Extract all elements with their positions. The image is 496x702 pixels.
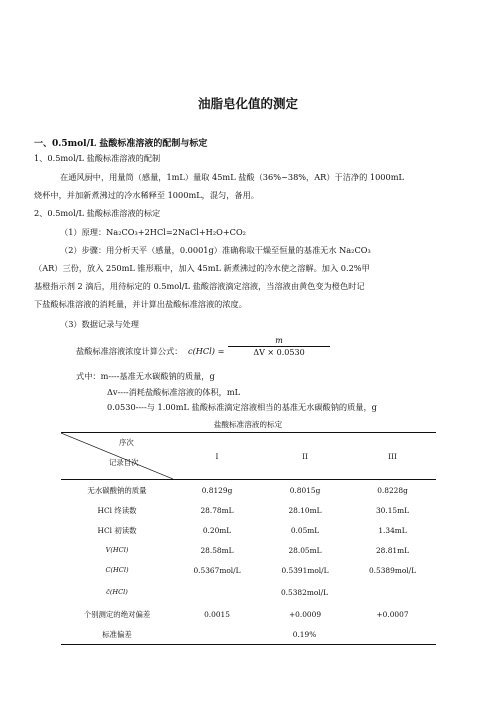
mean-value-cell: 0.5382mol/L [280,587,329,597]
table-cell: 0.20mL [202,525,232,535]
calibration-table [61,432,436,645]
table-cell: 28.05mL [288,545,322,555]
table-row [61,480,436,501]
table-row [61,580,436,604]
row-label: 个别测定的绝对偏差 [83,609,151,619]
table-cell: 0.0015 [204,609,230,619]
row-label: V(HCl) [105,546,129,554]
table-cell: 28.78mL [200,505,234,515]
row-label: C(HCl) [105,566,129,574]
row-label: 标准偏差 [61,624,173,645]
row-label: c̄(HCl) [106,588,128,596]
steps-line-4: 下盐酸标准溶液的消耗量，并计算出盐酸标准溶液的浓度。 [34,299,247,309]
formula-lhs: c(HCl) = [188,346,225,356]
where-line-1: 式中：m----基准无水碳酸钠的质量，g [76,371,215,381]
where-line-3: 0.0530----与 1.00mL 盐酸标准滴定溶液相当的基准无水碳酸钠的质量，g [107,402,377,412]
table-cell: 28.81mL [375,545,410,555]
diagonal-line [61,433,173,479]
table-cell: 30.15mL [375,505,410,515]
data-heading: （3）数据记录与处理 [60,319,139,329]
prep-paragraph-line-2: 烧杯中，并加新煮沸过的冷水稀释至 1000mL，混匀，备用。 [34,190,259,200]
page-title: 油脂皂化值的测定 [197,96,298,111]
steps-line-3: 基橙指示剂 2 滴后，用待标定的 0.5mol/L 盐酸溶液滴定溶液，当溶液由黄色变为橙色时记 [34,281,365,291]
row-label: HCl 终读数 [97,505,137,515]
table-caption: 盐酸标准溶液的标定 [213,420,283,429]
table-row [61,540,436,560]
fraction-bar [228,346,330,347]
formula-numerator: m [275,336,283,345]
table-row [61,624,436,645]
steps-line-1: （2）步骤：用分析天平（感量，0.0001g）准确称取干燥至恒量的基准无水 Na₂CO₃ [60,245,371,255]
corner-label-top: 序次 [119,438,134,447]
table-row [61,520,436,540]
table-cell: 1.34mL [378,525,407,535]
table-row [61,560,436,580]
table-row [61,500,436,520]
formula-denominator: ΔV × 0.0530 [253,348,305,357]
row-label: 无水碳酸钠的质量 [61,480,173,501]
table-cell: 0.8129g [173,480,261,501]
std-value-cell: 0.19% [173,624,436,645]
table-cell: 28.58mL [200,545,234,555]
table-cell: 0.5367mol/L [193,565,241,575]
table-corner-cell [61,433,173,480]
row-label: HCl 初读数 [97,525,137,535]
column-header: III [349,433,436,480]
subsection-1-heading: 1、0.5mol/L 盐酸标准溶液的配制 [34,153,161,163]
formula-label: 盐酸标准溶液浓度计算公式： [76,346,183,356]
table-cell: +0.0007 [376,609,409,619]
table-cell: +0.0009 [288,609,322,619]
table-cell: 0.5389mol/L [368,565,417,575]
section-heading: 一、0.5mol/L 盐酸标准溶液的配制与标定 [34,139,208,149]
steps-line-2: （AR）三份，放入 250mL 锥形瓶中，加入 45mL 新煮沸过的冷水使之溶解。加入 0.2%甲 [34,263,370,273]
table-header-row [61,433,436,480]
formula-fraction [228,336,330,357]
prep-paragraph-line-1: 在通风厨中，用量筒（感量，1mL）量取 45mL 盐酸（36%~38%，AR）于洁净的 1000mL [60,172,404,182]
table-cell: 0.5391mol/L [281,565,329,575]
principle-text: （1）原理：Na₂CO₃+2HCl=2NaCl+H₂O+CO₂ [60,227,246,237]
table-cell: 0.05mL [290,525,320,535]
table-cell: 0.8015g [261,480,349,501]
corner-label-bottom: 记录目次 [109,458,139,467]
where-line-2: Δv----消耗盐酸标准溶液的体积，mL [107,387,241,397]
column-header: I [173,433,261,480]
table-row [61,604,436,624]
column-header: II [261,433,349,480]
table-cell: 28.10mL [288,505,322,515]
table-cell: 0.8228g [349,480,436,501]
subsection-2-heading: 2、0.5mol/L 盐酸标准溶液的标定 [34,208,161,218]
